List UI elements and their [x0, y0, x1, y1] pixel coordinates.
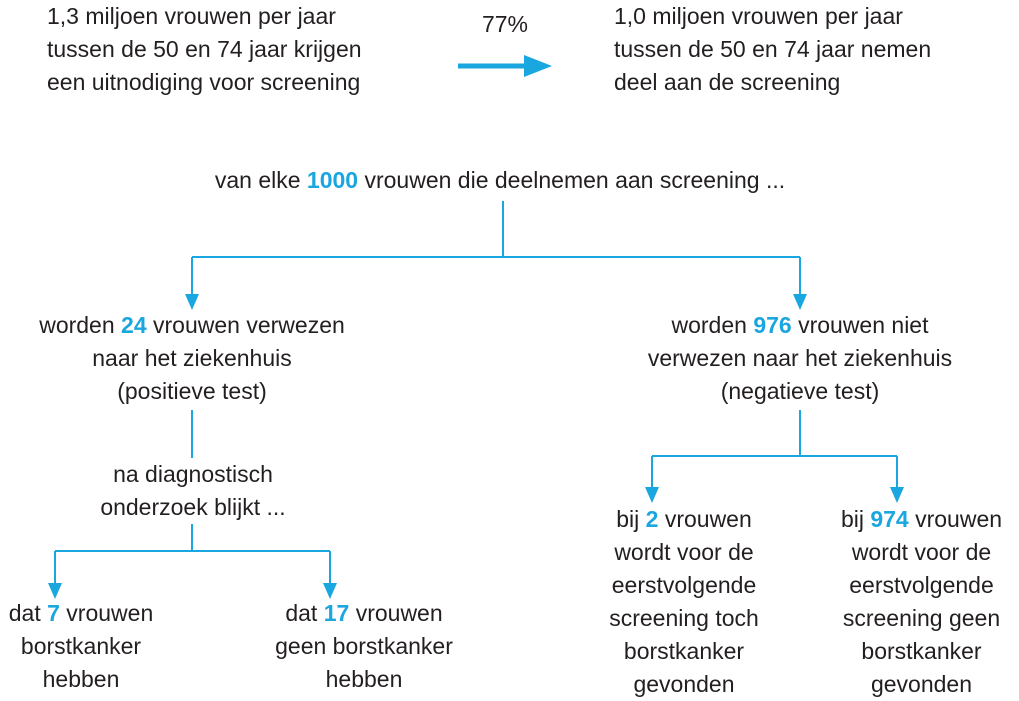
participating-line-1: 1,0 miljoen vrouwen per jaar: [614, 3, 903, 29]
no-interval-line-3: eerstvolgende: [849, 572, 994, 598]
positive-line-1: worden 24 vrouwen verwezen: [39, 312, 345, 338]
positive-line-3: (positieve test): [117, 378, 267, 404]
negative-line-2: verwezen naar het ziekenhuis: [647, 345, 953, 371]
interval-arrow-head: [645, 487, 659, 503]
no-cancer-line-1: dat 17 vrouwen: [285, 600, 443, 626]
interval-cancer-node: [584, 503, 784, 701]
no-interval-number: 974: [870, 506, 909, 532]
interval-line-2: wordt voor de: [614, 539, 754, 565]
no-interval-line-2: wordt voor de: [851, 539, 992, 565]
interval-line-3: eerstvolgende: [611, 572, 757, 598]
no-interval-line-6: gevonden: [870, 671, 973, 697]
diagnosis-node: [60, 458, 326, 524]
cancer-line-2: borstkanker: [20, 633, 142, 659]
positive-test-node: [0, 309, 384, 408]
no-interval-cancer-node: [824, 503, 1019, 701]
positive-number: 24: [121, 312, 147, 338]
diagnosis-line-2: onderzoek blijkt ...: [100, 494, 286, 520]
diagnosis-line-1: na diagnostisch: [113, 461, 273, 487]
cancer-line-3: hebben: [42, 666, 120, 692]
root-number: 1000: [306, 167, 359, 193]
interval-line-6: gevonden: [633, 671, 735, 697]
negative-arrow-head: [793, 294, 807, 310]
invited-line-1: 1,3 miljoen vrouwen per jaar: [47, 3, 336, 29]
positive-line-2: naar het ziekenhuis: [92, 345, 292, 371]
interval-number: 2: [645, 506, 659, 532]
breast-cancer-node: [0, 597, 162, 696]
no-cancer-line-2: geen borstkanker: [275, 633, 453, 659]
root-node: [150, 164, 850, 197]
invited-line-2: tussen de 50 en 74 jaar krijgen: [47, 36, 362, 62]
cancer-number: 7: [47, 600, 60, 626]
no-breast-cancer-node: [250, 597, 478, 696]
invited-line-3: een uitnodiging voor screening: [47, 69, 361, 95]
root-pre: van elke: [214, 167, 307, 193]
no-interval-arrow-head: [890, 487, 904, 503]
root-post: vrouwen die deelnemen aan screening ...: [358, 167, 786, 193]
participation-rate-label: 77%: [481, 11, 529, 37]
invited-women-text: [47, 0, 362, 99]
header-arrow-head: [524, 55, 552, 77]
no-cancer-number: 17: [323, 600, 350, 626]
cancer-line-1: dat 7 vrouwen: [8, 600, 154, 626]
interval-line-1: bij 2 vrouwen: [616, 506, 752, 532]
participating-line-3: deel aan de screening: [614, 69, 841, 95]
no-cancer-line-3: hebben: [325, 666, 403, 692]
positive-arrow-head: [185, 294, 199, 310]
negative-number: 976: [753, 312, 792, 338]
interval-line-5: borstkanker: [623, 638, 745, 664]
negative-line-3: (negatieve test): [720, 378, 880, 404]
no-interval-line-4: screening geen: [842, 605, 1001, 631]
no-interval-line-5: borstkanker: [861, 638, 982, 664]
participating-women-text: [614, 0, 931, 99]
negative-line-1: worden 976 vrouwen niet: [671, 312, 929, 338]
interval-line-4: screening toch: [609, 605, 759, 631]
negative-test-node: [610, 309, 990, 408]
no-interval-line-1: bij 974 vrouwen: [840, 506, 1003, 532]
participating-line-2: tussen de 50 en 74 jaar nemen: [614, 36, 932, 62]
